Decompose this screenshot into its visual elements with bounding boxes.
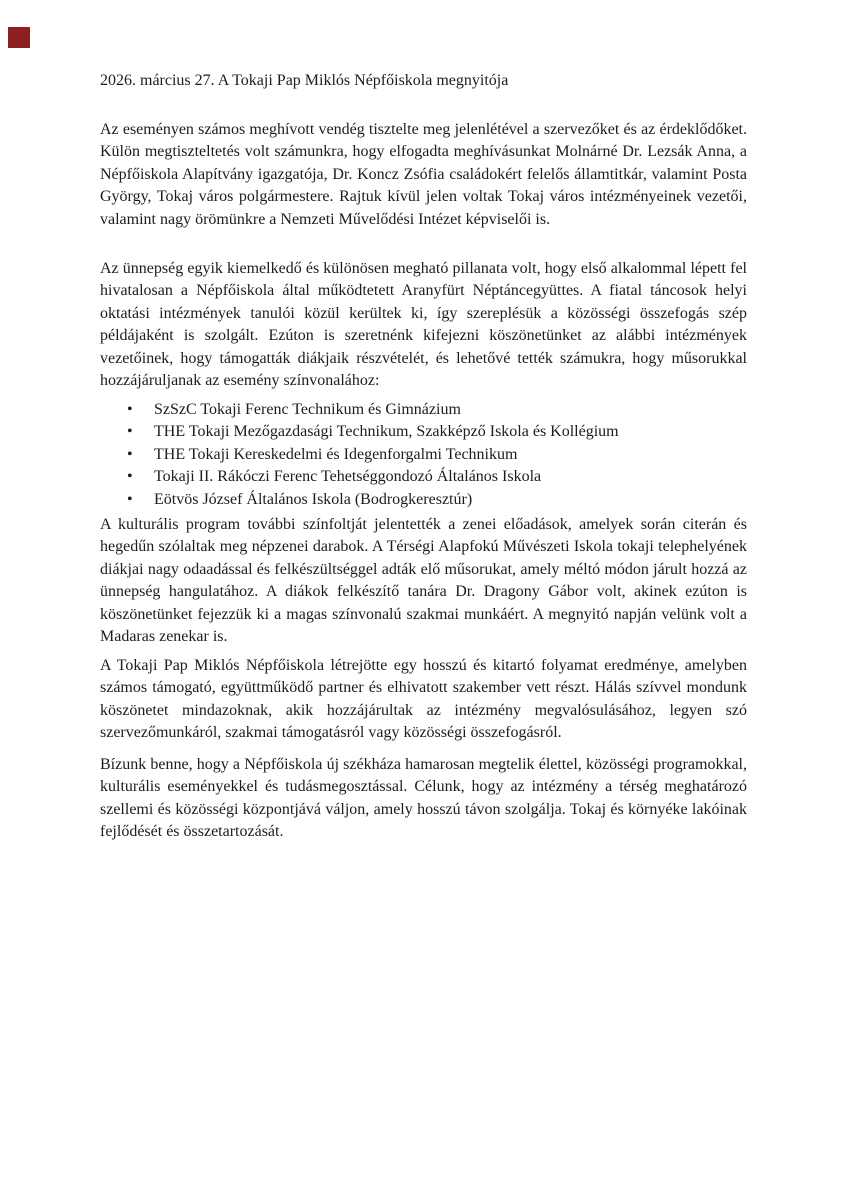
bullet-icon: •	[127, 423, 133, 441]
list-item	[100, 489, 747, 511]
bullet-icon: •	[127, 468, 133, 486]
bullet-icon: •	[127, 445, 133, 463]
paragraph-guests: Az eseményen számos meghívott vendég tisztelte meg jelenlétével a szervezőket és az érdeklődőket. Külön megtiszteltetés volt számunkra, hogy elfogadta meghívásunkat Molnárné Dr. Lezsák Anna, a Népfőiskola Alapítvány igazgatója, Dr. Koncz Zsófia családokért felelős államtitkár, valamint Posta György, Tokaj város polgármestere. Rajtuk kívül jelen voltak Tokaj város intézményeinek vezetői, valamint nagy örömünkre a Nemzeti Művelődési Intézet képviselői is.	[100, 121, 747, 228]
red-square-marker	[8, 27, 30, 48]
paragraph-dance-ensemble: Az ünnepség egyik kiemelkedő és különösen megható pillanata volt, hogy első alkalommal lépett fel hivatalosan a Népfőiskola által működtetett Aranyfürt Néptáncegyüttes. A fiatal táncosok helyi oktatási intézmények tanulói közül kerültek ki, így szereplésük a közösségi összefogás szép példájaként is szolgált. Ezúton is szeretnénk kifejezni köszönetünket az alábbi intézmények vezetőinek, hogy támogatták diákjaik részvételét, és lehetővé tették számukra, hogy műsorukkal hozzájáruljanak az esemény színvonalához:	[100, 260, 747, 390]
list-item-label: SzSzC Tokaji Ferenc Technikum és Gimnázium	[154, 401, 461, 418]
paragraph-music-program: A kulturális program további színfoltját jelentették a zenei előadások, amelyek során citerán és hegedűn szólaltak meg népzenei darabok. A Térségi Alapfokú Művészeti Iskola tokaji telephelyének diákjai nagy odaadással és felkészültséggel adták elő műsorukat, amely méltó módon járult hozzá az ünnepség hangulatához. A diákok felkészítő tanára Dr. Dragony Gábor volt, akinek ezúton is köszönetünket fejezzük ki a magas színvonalú szakmai munkáért. A megnyitó napján velünk volt a Madaras zenekar is.	[100, 516, 747, 646]
list-item	[100, 421, 747, 443]
list-item	[100, 399, 747, 421]
list-item-label: Tokaji II. Rákóczi Ferenc Tehetséggondozó Általános Iskola	[154, 468, 542, 486]
document-title: 2026. március 27. A Tokaji Pap Miklós Népfőiskola megnyitója	[100, 72, 509, 89]
bullet-icon: •	[127, 401, 133, 418]
list-item-label: THE Tokaji Kereskedelmi és Idegenforgalmi Technikum	[154, 445, 518, 463]
bullet-icon: •	[127, 490, 133, 508]
list-item	[100, 466, 747, 488]
paragraph-thanks: A Tokaji Pap Miklós Népfőiskola létrejötte egy hosszú és kitartó folyamat eredménye, amelyben számos támogató, együttműködő partner és elhivatott szakember vett részt. Hálás szívvel mondunk köszönetet mindazoknak, akik hozzájárultak az intézmény megvalósulásához, legyen szó szervezőmunkáról, szakmai támogatásról vagy közösségi összefogásról.	[100, 657, 747, 742]
paragraph-closing: Bízunk benne, hogy a Népfőiskola új székháza hamarosan megtelik élettel, közösségi programokkal, kulturális eseményekkel és tudásmegosztással. Célunk, hogy az intézmény a térség meghatározó szellemi és közösségi központjává váljon, amely hosszú távon szolgálja. Tokaj és környéke lakóinak fejlődését és összetartozását.	[100, 756, 747, 841]
list-item	[100, 444, 747, 466]
list-item-label: THE Tokaji Mezőgazdasági Technikum, Szakképző Iskola és Kollégium	[154, 423, 619, 441]
list-item-label: Eötvös József Általános Iskola (Bodrogkeresztúr)	[154, 490, 473, 508]
school-list	[100, 399, 747, 511]
